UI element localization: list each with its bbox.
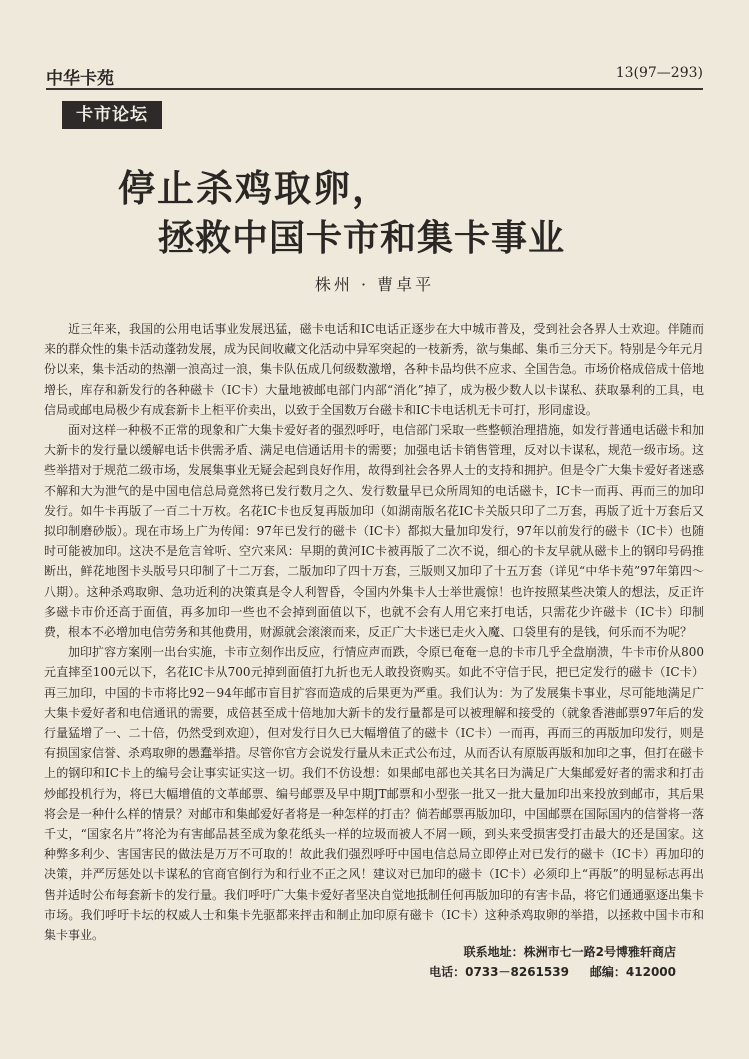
contact-postcode: 邮编：412000 [589, 965, 676, 979]
contact-info [396, 942, 676, 982]
magazine-name: 中华卡苑 [46, 69, 114, 89]
column-label: 卡市论坛 [62, 101, 162, 129]
article-title-line-1: 停止杀鸡取卵， [118, 167, 391, 210]
author-byline: 株州 · 曹卓平 [314, 275, 435, 294]
page-header [46, 62, 703, 90]
paragraph: 加印扩容方案刚一出台实施，卡市立刻作出反应，行情应声而跌，令原已奄奄一息的卡市几乎全盘崩溃，牛卡市价从800元直摔至100元以下，名花IC卡从700元掉到面值打九折也无人敢投资购买。如此不守信于民，把已定发行的磁卡（IC卡）再三加印，中国的卡市将比92－94年邮市盲目扩容而造成的后果更为严重。我们认为：为了发展集卡事业，尽可能地满足广大集卡爱好者和电信通讯的需要，成倍甚至成十倍地加大新卡的发行量都是可以被理解和接受的（就象香港邮票97年后的发行量猛增了一、二十倍，仍然受到欢迎），但对发行日久已大幅增值了的磁卡（IC卡）一而再，再而三的再版加印发行，则是有损国家信誉、杀鸡取卵的愚蠢举措。尽管你官方会说发行量从未正式公布过，从而否认有原版再版和加印之事，但打在磁卡上的钢印和IC卡上的编号会让事实证实这一切。我们不仿设想：如果邮电部也关其名曰为满足广大集邮爱好者的需求和打击炒邮投机行为，将已大幅增值的文革邮票、编号邮票及早中期JT邮票和小型张一批又一批大量加印出来投放到邮市，其后果将会是一种什么样的情景？对邮市和集邮爱好者将是一种怎样的打击？倘若邮票再版加印，中国邮票在国际国内的信誉将一落千丈，“国家名片”将沦为有害邮品甚至成为象花纸头一样的垃圾而被人不屑一顾，到头来受损害受打击最大的还是国家。这种弊多利少、害国害民的做法是万万不可取的！故此我们强烈呼吁中国电信总局立即停止对已发行的磁卡（IC卡）再加印的决策，并严厉惩处以卡谋私的官商官倒行为和行业不正之风！建议对已加印的磁卡（IC卡）必须印上“再版”的明显标志再出售并适时公布每套新卡的发行量。我们呼吁广大集卡爱好者坚决自觉地抵制任何再版加印的有害卡品，将它们通通驱逐出集卡市场。我们呼吁卡坛的权威人士和集卡先驱都来抨击和制止加印原有磁卡（IC卡）这种杀鸡取卵的举措，以拯救中国卡市和集卡事业。 [44, 645, 705, 943]
paragraph: 近三年来，我国的公用电话事业发展迅猛，磁卡电话和IC电话正逐步在大中城市普及，受到社会各界人士欢迎。伴随而来的群众性的集卡活动蓬勃发展，成为民间收藏文化活动中异军突起的一枝新秀，欲与集邮、集币三分天下。特别是今年元月份以来，集卡活动的热潮一浪高过一浪，集卡队伍成几何级数激增，各种卡品均供不应求、全国告急。市场价格成倍成十倍地增长，库存和新发行的各种磁卡（IC卡）大量地被邮电部门内部“消化”掉了，成为极少数人以卡谋私、获取暴利的工具，电信局或邮电局极少有成套新卡上柜平价卖出，以致于全国数万台磁卡和IC卡电话机无卡可打，形同虚设。 [44, 322, 705, 417]
issue-number: 13(97—293) [615, 65, 703, 81]
article-body [44, 319, 704, 945]
contact-phone-postcode [396, 962, 676, 982]
paragraph: 面对这样一种极不正常的现象和广大集卡爱好者的强烈呼吁，电信部门采取一些整顿治理措施，如发行普通电话磁卡和加大新卡的发行量以缓解电话卡供需矛盾、满足电信通话用卡的需要；加强电话卡销售管理，反对以卡谋私，规范一级市场。这些举措对于规范二级市场，发展集事业无疑会起到良好作用，故得到社会各界人士的支持和拥护。但是令广大集卡爱好者迷惑不解和大为泄气的是中国电信总局竟然将已发行数月之久、发行数量早已众所周知的电话磁卡，IC卡一而再、再而三的加印发行。如牛卡再版了一百二十万枚。名花IC卡也反复再版加印（如湖南版名花IC卡关版只印了二万套，再版了近十万套后又拟印制磨砂版）。现在市场上广为传闻：97年已发行的磁卡（IC卡）都拟大量加印发行，97年以前发行的磁卡（IC卡）也随时可能被加印。这决不是危言耸听、空穴来风：早期的黄河IC卡被再版了二次不说，细心的卡友早就从磁卡上的钢印号码推断出，鲜花地图卡头版号只印制了十二万套，二版加印了四十万套，三版则又加印了十五万套（详见“中华卡苑”97年第四～八期）。这种杀鸡取卵、急功近利的决策真是令人利智昏，令国内外集卡人士举世震惊！也许按照某些决策人的想法，反正许多磁卡市价还高于面值，再多加印一些也不会掉到面值以下，也就不会有人用它来打电话，只需花少许磁卡（IC卡）印制费，根本不必增加电信劳务和其他费用，财源就会滚滚而来，反正广大卡迷已走火入魔、口袋里有的是钱，何乐而不为呢？ [44, 423, 705, 640]
article-title-line-2: 拯救中国卡市和集卡事业 [158, 218, 566, 259]
contact-address: 联系地址：株洲市七一路2号博雅轩商店 [463, 945, 676, 959]
contact-phone: 电话：0733－8261539 [429, 965, 569, 979]
